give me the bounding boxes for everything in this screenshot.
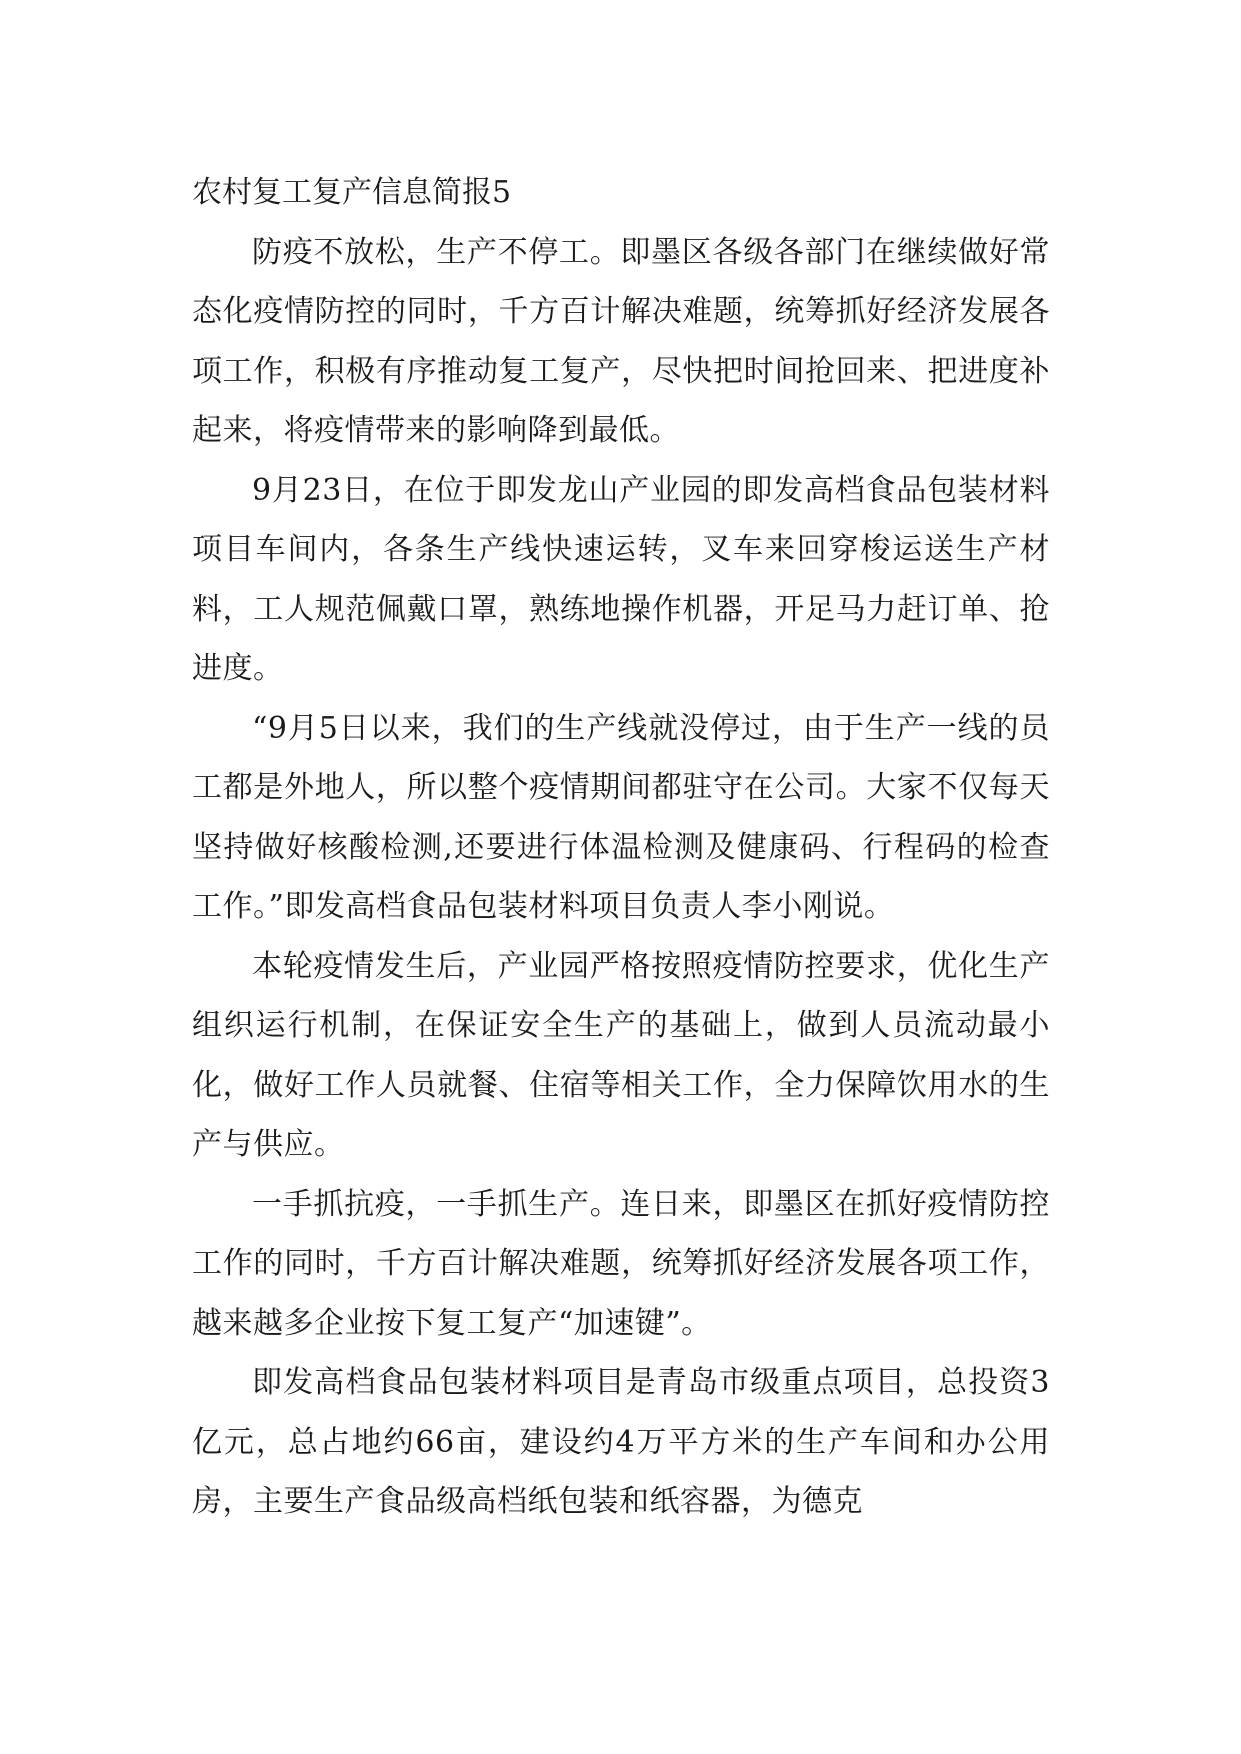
paragraph-5: 一手抓抗疫，一手抓生产。连日来，即墨区在抓好疫情防控工作的同时，千方百计解决难题，统筹抓好经济发展各项工作，越来越多企业按下复工复产“加速键”。 — [192, 1186, 1050, 1341]
paragraph-2: 9月23日，在位于即发龙山产业园的即发高档食品包装材料项目车间内，各条生产线快速运转，叉车来回穿梭运送生产材料，工人规范佩戴口罩，熟练地操作机器，开足马力赶订单、抢进度。 — [192, 472, 1050, 686]
paragraph-1: 防疫不放松，生产不停工。即墨区各级各部门在继续做好常态化疫情防控的同时，千方百计解决难题，统筹抓好经济发展各项工作，积极有序推动复工复产，尽快把时间抢回来、把进度补起来，将疫情带来的影响降到最低。 — [192, 234, 1050, 448]
paragraph-4: 本轮疫情发生后，产业园严格按照疫情防控要求，优化生产组织运行机制，在保证安全生产的基础上，做到人员流动最小化，做好工作人员就餐、住宿等相关工作，全力保障饮用水的生产与供应。 — [192, 948, 1050, 1162]
paragraph-6: 即发高档食品包装材料项目是青岛市级重点项目，总投资3亿元，总占地约66亩，建设约4万平方米的生产车间和办公用房，主要生产食品级高档纸包装和纸容器，为德克 — [192, 1365, 1050, 1519]
document-title: 农村复工复产信息简报5 — [192, 175, 512, 210]
document-body — [192, 163, 1050, 1532]
paragraph-3: “9月5日以来，我们的生产线就没停过，由于生产一线的员工都是外地人，所以整个疫情期间都驻守在公司。大家不仅每天坚持做好核酸检测,还要进行体温检测及健康码、行程码的检查工作。”即发高档食品包装材料项目负责人李小刚说。 — [192, 710, 1050, 924]
